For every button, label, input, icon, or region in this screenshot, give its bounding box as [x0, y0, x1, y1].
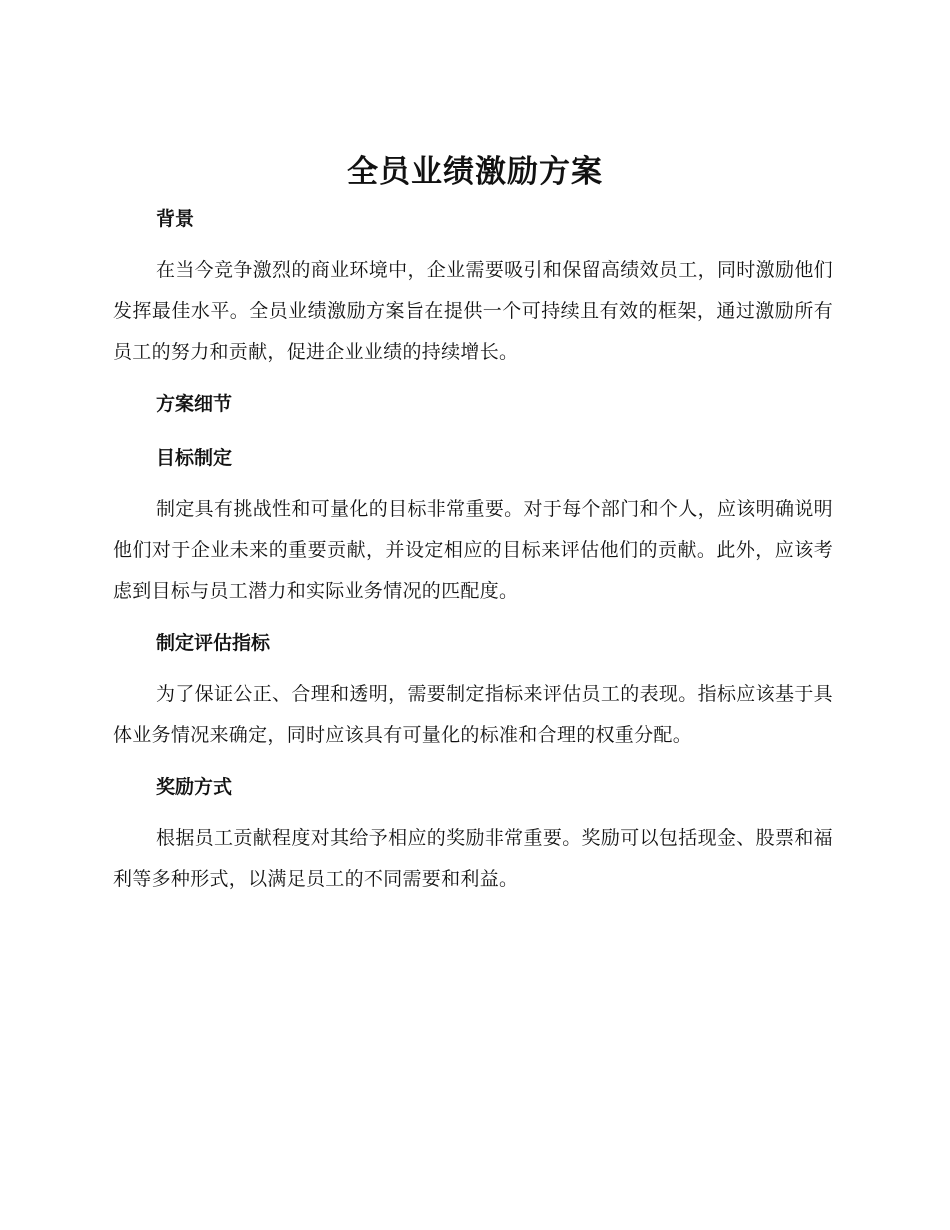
- paragraph-goal-setting: 制定具有挑战性和可量化的目标非常重要。对于每个部门和个人，应该明确说明他们对于企业未来的重要贡献，并设定相应的目标来评估他们的贡献。此外，应该考虑到目标与员工潜力和实际业务情况的匹配度。: [113, 498, 833, 602]
- paragraph-metrics: 为了保证公正、合理和透明，需要制定指标来评估员工的表现。指标应该基于具体业务情况来确定，同时应该具有可量化的标准和合理的权重分配。: [113, 683, 833, 746]
- document-body: [113, 202, 833, 900]
- section-heading-background: 背景: [156, 208, 195, 230]
- section-heading-metrics: 制定评估指标: [156, 632, 271, 654]
- document-title: 全员业绩激励方案: [347, 154, 603, 190]
- section-heading-rewards: 奖励方式: [156, 776, 233, 798]
- section-heading-goal-setting: 目标制定: [156, 447, 233, 469]
- paragraph-background: 在当今竞争激烈的商业环境中，企业需要吸引和保留高绩效员工，同时激励他们发挥最佳水平。全员业绩激励方案旨在提供一个可持续且有效的框架，通过激励所有员工的努力和贡献，促进企业业绩的持续增长。: [113, 259, 833, 363]
- paragraph-rewards: 根据员工贡献程度对其给予相应的奖励非常重要。奖励可以包括现金、股票和福利等多种形式，以满足员工的不同需要和利益。: [113, 827, 833, 890]
- section-heading-plan-details: 方案细节: [156, 393, 233, 415]
